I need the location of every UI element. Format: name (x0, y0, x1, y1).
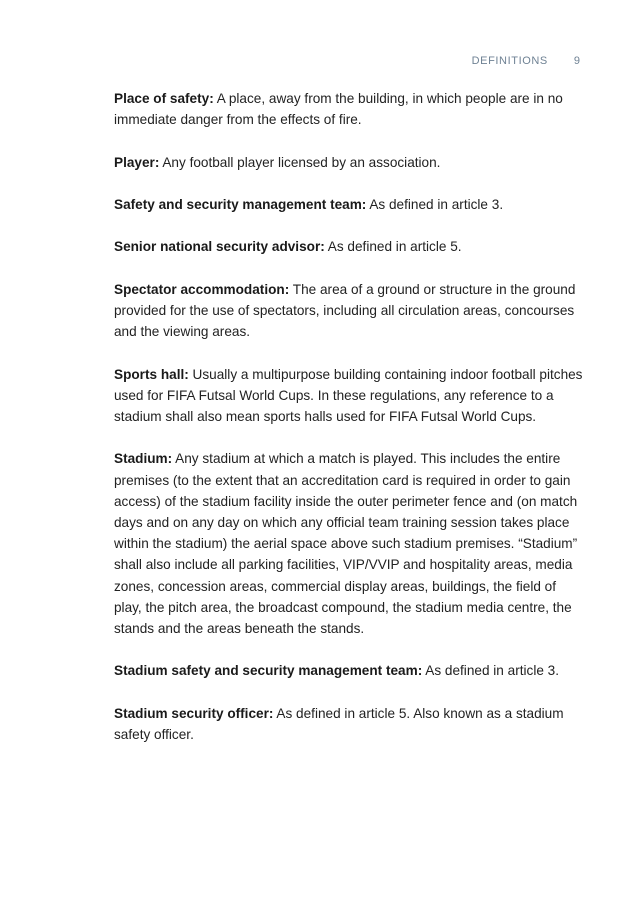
definition-term: Senior national security advisor: (114, 239, 325, 255)
definition-entry (114, 660, 584, 681)
definition-term: Sports hall: (114, 366, 189, 382)
definition-term: Stadium: (114, 451, 173, 467)
definition-text: Usually a multipurpose building containing indoor football pitches used for FIFA Futsal World Cups. In these regulations, any reference to a stadium shall also mean sports halls used for FIFA Futsal World Cups. (114, 366, 583, 424)
definition-term: Spectator accommodation: (114, 281, 290, 297)
definition-term: Stadium safety and security management team: (114, 663, 423, 679)
definition-term: Safety and security management team: (114, 196, 367, 212)
running-header (472, 55, 580, 67)
definitions-list (114, 88, 584, 766)
definition-term: Stadium security officer: (114, 705, 274, 721)
definition-entry (114, 194, 584, 215)
definition-term: Place of safety: (114, 91, 214, 106)
definition-text: Any football player licensed by an association. (159, 154, 441, 170)
definition-entry (114, 703, 584, 745)
definition-text: A place, away from the building, in which people are in no immediate danger from the effects of fire. (114, 91, 563, 128)
definition-text: The area of a ground or structure in the ground provided for the use of spectators, including all circulation areas, concourses and the viewing areas. (114, 281, 576, 340)
definition-entry (114, 236, 584, 257)
definition-text: As defined in article 5. Also known as a stadium safety officer. (114, 705, 564, 742)
definition-entry (114, 88, 584, 130)
definition-entry (114, 152, 584, 173)
definition-text: As defined in article 3. (422, 663, 560, 679)
definition-entry (114, 448, 584, 639)
page-number: 9 (573, 55, 580, 67)
definition-term: Player: (114, 154, 160, 170)
definition-entry (114, 279, 584, 343)
section-title: DEFINITIONS (471, 55, 548, 67)
definition-entry (114, 364, 584, 428)
definition-text: As defined in article 3. (366, 196, 504, 212)
definition-text: As defined in article 5. (324, 239, 462, 255)
definition-text: Any stadium at which a match is played. This includes the entire premises (to the extent that an accreditation card is required in order to gain access) of the stadium facility inside the outer perimeter fence and (on match days and on any day on which any official team training session takes place within the stadium) the aerial space above such stadium premises. “Stadium” shall also include all parking facilities, VIP/VVIP and hospitality areas, media zones, concession areas, commercial display areas, buildings, the field of play, the pitch area, the broadcast compound, the stadium media centre, the stands and the areas beneath the stands. (114, 451, 578, 636)
